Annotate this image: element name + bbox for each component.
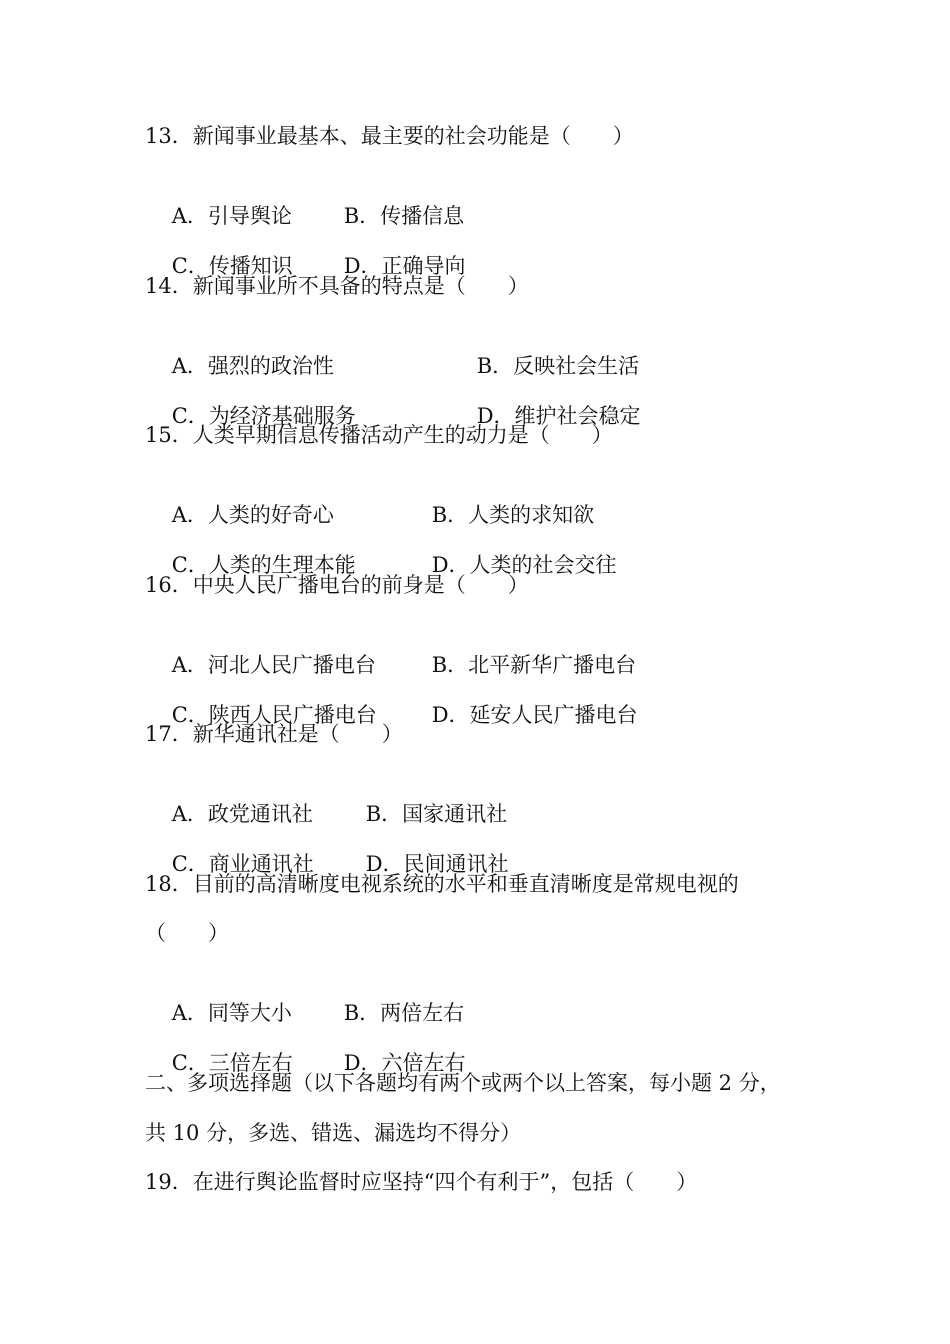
q18-option-c: C．三倍左右: [171, 1051, 293, 1075]
question-13-options-row-2: [145, 221, 466, 278]
q13-option-d: D．正确导向: [343, 254, 466, 278]
q15-option-d: D．人类的社会交往: [431, 553, 617, 577]
q17-option-b: B．国家通讯社: [365, 802, 508, 826]
q14-option-c: C．为经济基础服务: [171, 404, 356, 428]
q15-option-b: B．人类的求知欲: [431, 503, 595, 527]
question-15-stem: 15．人类早期信息传播活动产生的动力是（ ）: [145, 423, 613, 447]
question-17-stem: 17．新华通讯社是（ ）: [145, 722, 403, 746]
question-17-options-row-1: [145, 769, 508, 826]
q13-option-c: C．传播知识: [171, 254, 293, 278]
q14-option-a: A．强烈的政治性: [171, 354, 334, 378]
section-heading-line-1: 二、多项选择题（以下各题均有两个或两个以上答案，每小题 2 分，: [145, 1071, 781, 1095]
question-18-stem-continued: （ ）: [145, 921, 229, 945]
q16-option-b: B．北平新华广播电台: [431, 653, 637, 677]
question-16-stem: 16．中央人民广播电台的前身是（ ）: [145, 573, 529, 597]
q18-option-d: D．六倍左右: [343, 1051, 466, 1075]
q15-option-c: C．人类的生理本能: [171, 553, 356, 577]
section-heading-line-2: 共 10 分，多选、错选、漏选均不得分）: [145, 1121, 522, 1145]
q16-option-c: C．陕西人民广播电台: [171, 703, 377, 727]
question-15-options-row-2: [145, 520, 617, 577]
question-14-stem: 14．新闻事业所不具备的特点是（ ）: [145, 274, 529, 298]
question-17-options-row-2: [145, 819, 509, 876]
question-13-stem: 13．新闻事业最基本、最主要的社会功能是（ ）: [145, 124, 634, 148]
q15-option-a: A．人类的好奇心: [171, 503, 334, 527]
question-16-options-row-1: [145, 620, 637, 677]
question-15-options-row-1: [145, 470, 595, 527]
q18-option-b: B．两倍左右: [343, 1001, 465, 1025]
question-16-options-row-2: [145, 670, 638, 727]
question-19-stem: 19．在进行舆论监督时应坚持“四个有利于”，包括（ ）: [145, 1170, 698, 1194]
q17-option-c: C．商业通讯社: [171, 852, 314, 876]
q17-option-d: D．民间通讯社: [365, 852, 509, 876]
question-14-options-row-1: [145, 321, 640, 378]
q14-option-d: D．维护社会稳定: [476, 404, 641, 428]
q13-option-a: A．引导舆论: [171, 204, 292, 228]
question-18-options-row-2: [145, 1018, 466, 1075]
question-18-stem: 18．目前的高清晰度电视系统的水平和垂直清晰度是常规电视的: [145, 872, 739, 896]
question-14-options-row-2: [145, 371, 641, 428]
q18-option-a: A．同等大小: [171, 1001, 292, 1025]
q14-option-b: B．反映社会生活: [476, 354, 640, 378]
q16-option-a: A．河北人民广播电台: [171, 653, 376, 677]
q13-option-b: B．传播信息: [343, 204, 465, 228]
question-13-options-row-1: [145, 171, 465, 228]
q16-option-d: D．延安人民广播电台: [431, 703, 638, 727]
q17-option-a: A．政党通讯社: [171, 802, 313, 826]
question-18-options-row-1: [145, 968, 465, 1025]
